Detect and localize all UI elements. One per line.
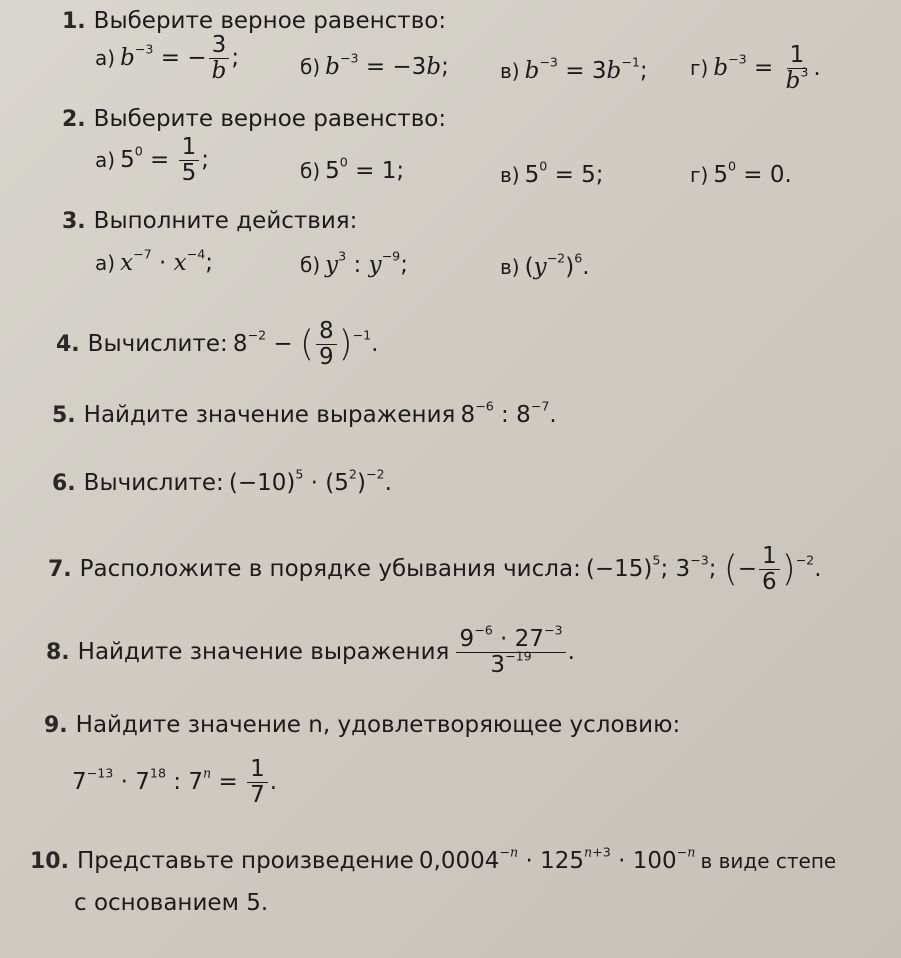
- task-7-expression: $(-15)^5$; $3^{-3}$; (− $\frac{1}{6}$ )$^{-2}$.: [585, 543, 822, 595]
- task-1-option-a: а) $b^{-3}$ = − $\frac{3}{b}$ ;: [95, 32, 240, 84]
- task-5: 5. Найдите значение выражения $8^{-6}$ : $8^{-7}$.: [52, 398, 557, 428]
- task-10-heading: 10. Представьте произведение $0,0004^{-n} \cdot 125^{n+3} \cdot 100^{-n}$ в виде степе: [30, 844, 837, 874]
- task-9-expression: $7^{-13} \cdot 7^{18}$ : $7^n$ = $\frac{1}{7}$ .: [72, 756, 278, 808]
- task-2-option-a: а) $5^0$ = $\frac{1}{5}$ ;: [95, 134, 210, 186]
- task-3-option-a: а) $x^{-7} \cdot x^{-4}$;: [95, 246, 213, 276]
- task-6-expression: $(-10)^5 \cdot (5^2)^{-2}$.: [228, 466, 392, 496]
- task-8: 8. Найдите значение выражения $\frac{9^{-6} \cdot 27^{-3}}{3^{-19}}$ .: [46, 622, 575, 678]
- task-4-expression: $8^{-2}$ − ( $\frac{8}{9}$ )$^{-1}$.: [232, 318, 379, 370]
- task-3-heading: 3. Выполните действия:: [62, 208, 358, 234]
- task-2-option-g: г) $5^0 = 0$.: [690, 158, 792, 188]
- task-10-expression: $0,0004^{-n} \cdot 125^{n+3} \cdot 100^{-n}$: [418, 844, 696, 874]
- task-10-line-2: с основанием 5.: [74, 890, 269, 916]
- task-1-option-v: в) $b^{-3} = 3b^{-1}$;: [500, 54, 648, 84]
- task-3-option-b: б) $y^3$ : $y^{-9}$;: [300, 248, 408, 278]
- task-3-option-v: в) $(y^{-2})^6$.: [500, 250, 590, 280]
- task-1-heading: 1. Выберите верное равенство:: [62, 8, 447, 34]
- task-7: 7. Расположите в порядке убывания числа: $(-15)^5$; $3^{-3}$; (− $\frac{1}{6}$ )$^{-2}$.: [48, 543, 822, 595]
- task-6: 6. Вычислите: $(-10)^5 \cdot (5^2)^{-2}$.: [52, 466, 392, 496]
- task-2-option-v: в) $5^0 = 5$;: [500, 158, 604, 188]
- task-5-expression: $8^{-6}$ : $8^{-7}$.: [460, 398, 557, 428]
- task-9-heading: 9. Найдите значение n, удовлетворяющее условию:: [44, 712, 681, 738]
- task-1-option-g: г) $b^{-3}$ = $\frac{1}{b^3}$ .: [690, 42, 821, 94]
- task-2-heading: 2. Выберите верное равенство:: [62, 106, 447, 132]
- task-2-option-b: б) $5^0 = 1$;: [300, 154, 405, 184]
- task-8-expression: $\frac{9^{-6} \cdot 27^{-3}}{3^{-19}}$ .: [454, 639, 574, 665]
- task-4: 4. Вычислите: $8^{-2}$ − ( $\frac{8}{9}$ )$^{-1}$.: [56, 318, 379, 370]
- task-1-option-b: б) $b^{-3} = -3b$;: [300, 50, 449, 80]
